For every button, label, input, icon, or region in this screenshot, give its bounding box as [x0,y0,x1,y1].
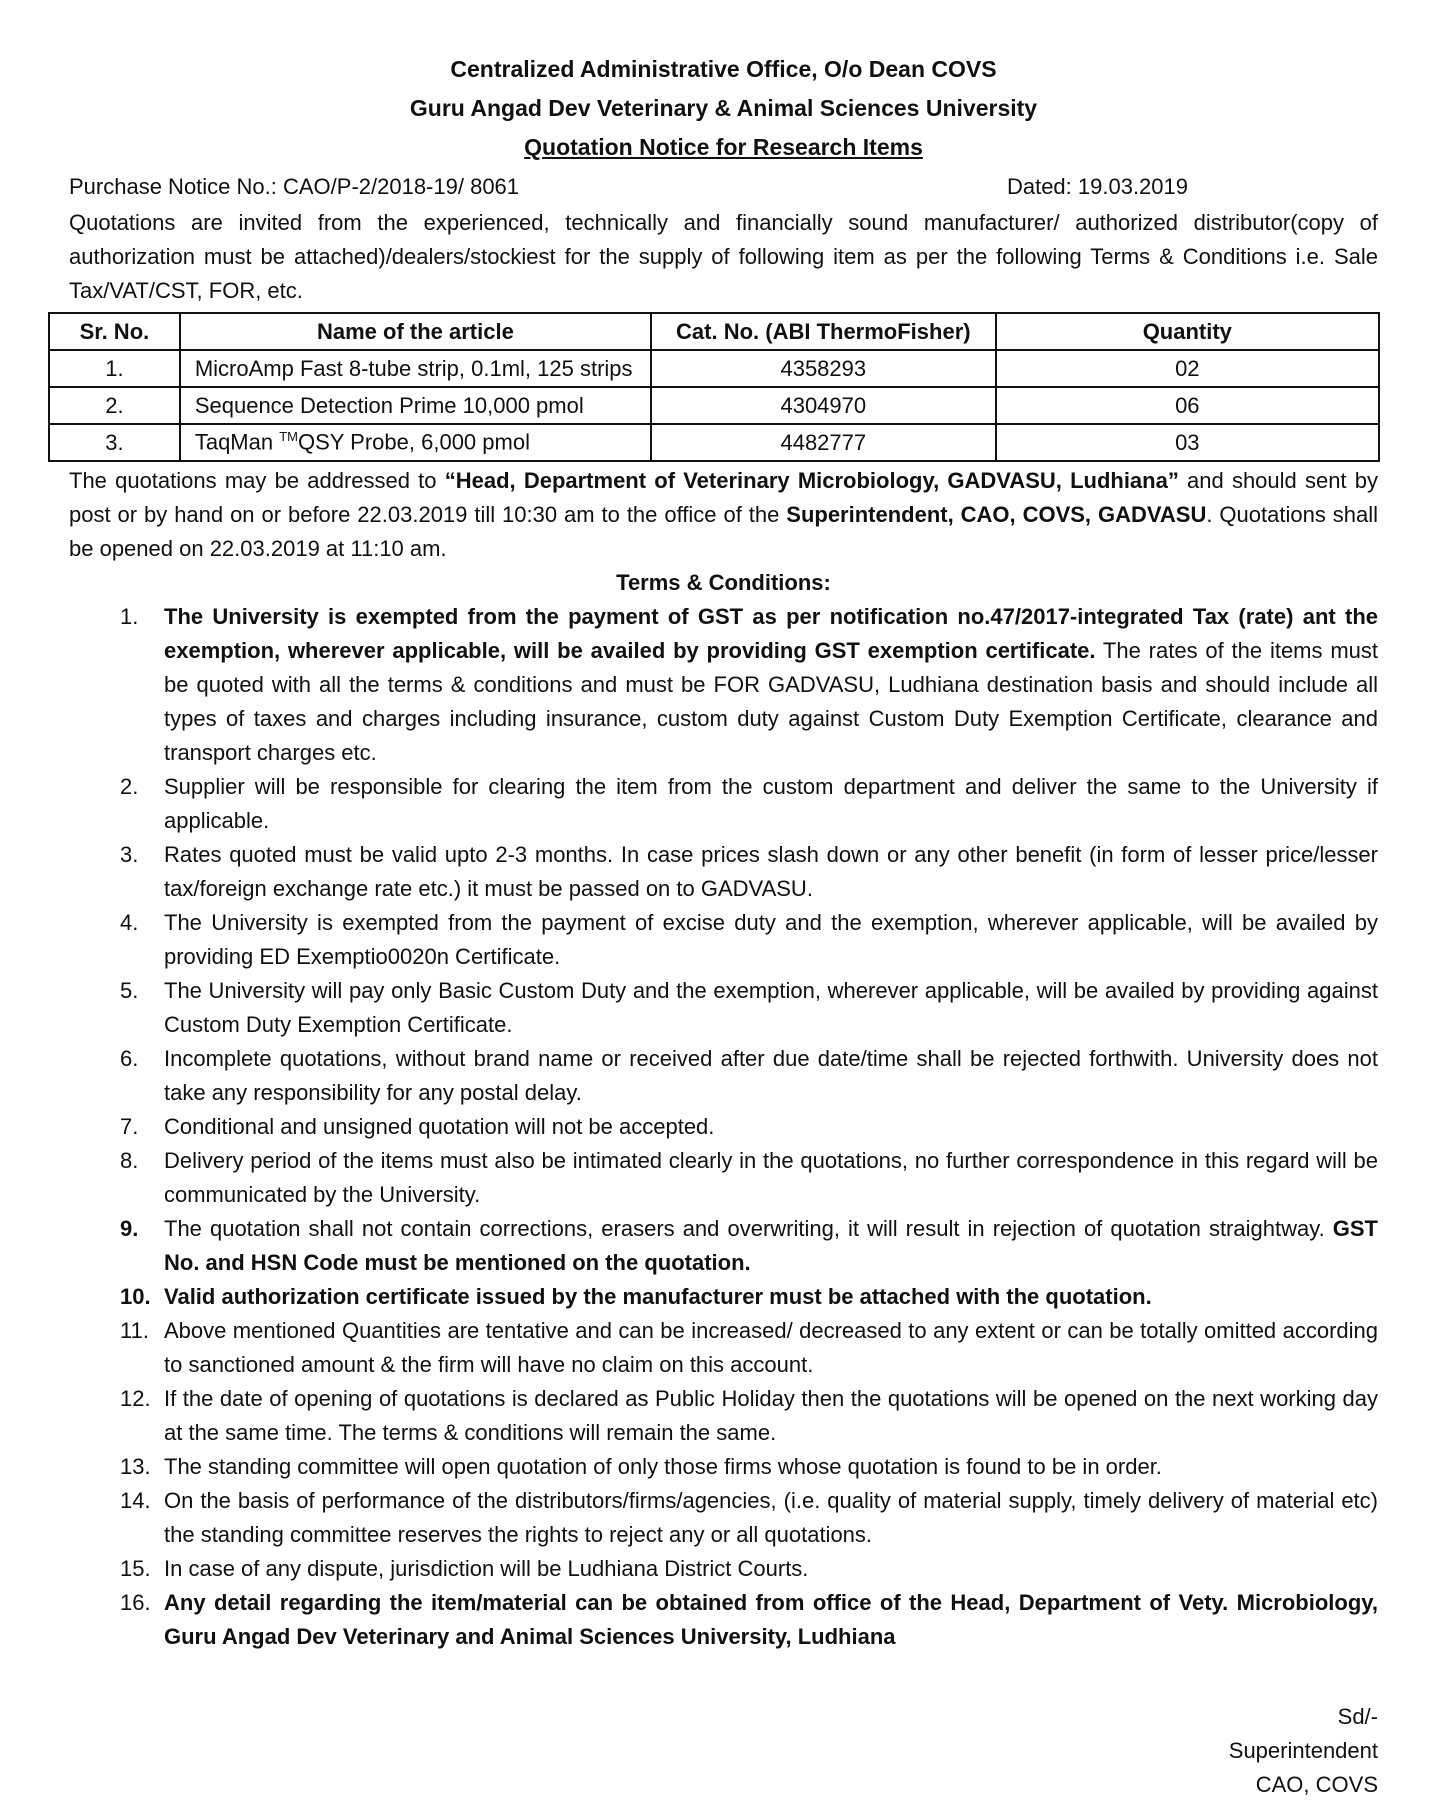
term-plain-text: If the date of opening of quotations is declared as Public Holiday then the quotations will be opened on the next working day at the same time. The terms & conditions will remain the same. [164,1386,1378,1445]
term-plain-text: Delivery period of the items must also be intimated clearly in the quotations, no further correspondence in this regard will be communicated by the University. [164,1148,1378,1207]
term-bold-text: GST No. and HSN Code must be mentioned on the quotation. [164,1216,1378,1275]
term-plain-text: Rates quoted must be valid upto 2-3 months. In case prices slash down or any other benefit (in form of lesser price/lesser tax/foreign exchange rate etc.) it must be passed on to GADVASU. [164,842,1378,901]
term-plain-text: The rates of the items must be quoted with all the terms & conditions and must be FOR GADVASU, Ludhiana destination basis and should include all types of taxes and charges including insurance, custom duty against Custom Duty Exemption Certificate, clearance and transport charges etc. [164,638,1378,765]
address-office: Superintendent, CAO, COVS, GADVASU [786,502,1207,527]
list-item [120,1110,1378,1144]
term-number: 10. [120,1284,151,1309]
list-item [120,1586,1378,1654]
term-number: 14. [120,1488,151,1513]
term-text [164,600,1378,770]
term-plain-text: Conditional and unsigned quotation will not be accepted. [164,1114,715,1139]
intro-paragraph: Quotations are invited from the experienced, technically and financially sound manufacturer/ authorized distributor(copy of authorization must be attached)/dealers/stockiest for the supply of following item as per the following Terms & Conditions i.e. Sale Tax/VAT/CST, FOR, etc. [69,210,1378,303]
list-item [120,1382,1378,1450]
cell-name [180,424,651,461]
table-header-row [49,313,1379,350]
term-text [164,838,1378,906]
term-number: 12. [120,1386,151,1411]
col-header-name: Name of the article [180,313,651,350]
term-number: 4. [120,910,139,935]
list-item [120,974,1378,1042]
term-text [164,1144,1378,1212]
term-plain-text: Incomplete quotations, without brand name or received after due date/time shall be rejected forthwith. University does not take any responsibility for any postal delay. [164,1046,1378,1105]
term-number: 1. [120,604,139,629]
term-number: 6. [120,1046,139,1071]
address-text: and should sent by post or by hand on or before 22.03.2019 till 10:30 am to the office of the [69,468,1378,527]
address-text: . Quotations shall be opened on 22.03.2019 at 11:10 am. [69,502,1379,561]
list-item [120,1144,1378,1212]
notice-title: Quotation Notice for Research Items [524,134,923,160]
signature-designation: Superintendent [1228,1738,1378,1763]
term-text [164,1382,1378,1450]
term-text [164,1484,1378,1552]
col-header-sr: Sr. No. [49,313,180,350]
terms-title: Terms & Conditions: [616,570,831,595]
term-bold-text: The University is exempted from the payment of GST as per notification no.47/2017-integrated Tax (rate) ant the exemption, wherever applicable, will be availed by providing GST exemption certificate. [164,604,1378,663]
term-text [164,1586,1378,1654]
term-number: 13. [120,1454,151,1479]
term-text [164,1110,1378,1144]
table-row [49,387,1379,424]
items-table [48,312,1380,462]
col-header-cat: Cat. No. (ABI ThermoFisher) [651,313,996,350]
name-part: QSY Probe, 6,000 pmol [298,429,530,455]
cell-cat: 4304970 [651,387,996,424]
term-bold-text: Any detail regarding the item/material can be obtained from office of the Head, Department of Vety. Microbiology, Guru Angad Dev Veterinary and Animal Sciences University, Ludhiana [164,1590,1378,1649]
cell-cat: 4358293 [651,350,996,387]
signature-office: CAO, COVS [1255,1772,1378,1797]
term-text [164,1314,1378,1382]
address-paragraph [69,464,1378,566]
term-bold-text: Valid authorization certificate issued by the manufacturer must be attached with the quotation. [164,1284,1152,1309]
term-text [164,1042,1378,1110]
term-number: 7. [120,1114,139,1139]
term-plain-text: On the basis of performance of the distributors/firms/agencies, (i.e. quality of material supply, timely delivery of material etc) the standing committee reserves the rights to reject any or all quotations. [164,1488,1378,1547]
signature-sd: Sd/- [1337,1704,1378,1729]
term-plain-text: The standing committee will open quotation of only those firms whose quotation is found to be in order. [164,1454,1162,1479]
cell-name: Sequence Detection Prime 10,000 pmol [180,387,651,424]
address-recipient: “Head, Department of Veterinary Microbiology, GADVASU, Ludhiana” [444,468,1179,493]
term-plain-text: In case of any dispute, jurisdiction will be Ludhiana District Courts. [164,1556,809,1581]
list-item [120,1212,1378,1280]
term-number: 11. [120,1318,149,1343]
purchase-notice-number: Purchase Notice No.: CAO/P-2/2018-19/ 8061 [69,174,520,199]
cell-name: MicroAmp Fast 8-tube strip, 0.1ml, 125 strips [180,350,651,387]
cell-qty: 03 [996,424,1379,461]
col-header-qty: Quantity [996,313,1379,350]
term-text [164,1450,1378,1484]
term-number: 2. [120,774,139,799]
list-item [120,1042,1378,1110]
notice-page [69,50,1378,1654]
term-plain-text: The University will pay only Basic Custom Duty and the exemption, wherever applicable, will be availed by providing against Custom Duty Exemption Certificate. [164,978,1378,1037]
term-plain-text: Above mentioned Quantities are tentative and can be increased/ decreased to any extent or can be totally omitted according to sanctioned amount & the firm will have no claim on this account. [164,1318,1378,1377]
cell-sr: 1. [49,350,180,387]
term-text [164,906,1378,974]
term-number: 15. [120,1556,151,1581]
university-title: Guru Angad Dev Veterinary & Animal Sciences University [409,95,1038,121]
list-item [120,600,1378,770]
list-item [120,1314,1378,1382]
term-number: 8. [120,1148,139,1173]
term-number: 3. [120,842,139,867]
list-item [120,1484,1378,1552]
notice-date: Dated: 19.03.2019 [1006,174,1188,199]
term-text [164,770,1378,838]
name-part: TaqMan [194,429,280,455]
cell-sr: 2. [49,387,180,424]
term-plain-text: The University is exempted from the payment of excise duty and the exemption, wherever applicable, will be availed by providing ED Exemptio0020n Certificate. [164,910,1378,969]
cell-cat: 4482777 [651,424,996,461]
cell-sr: 3. [49,424,180,461]
term-text [164,1552,1378,1586]
address-text: The quotations may be addressed to [69,468,445,493]
notice-meta [69,169,1378,204]
trademark-sup: TM [279,429,298,445]
term-text [164,1280,1378,1314]
list-item [120,1552,1378,1586]
term-plain-text: Supplier will be responsible for clearing the item from the custom department and deliver the same to the University if applicable. [164,774,1378,833]
terms-list [120,600,1378,1654]
cell-qty: 06 [996,387,1379,424]
list-item [120,838,1378,906]
table-row [49,350,1379,387]
term-plain-text: The quotation shall not contain corrections, erasers and overwriting, it will result in rejection of quotation straightway. [164,1216,1333,1241]
list-item [120,1280,1378,1314]
list-item [120,770,1378,838]
term-number: 5. [120,978,139,1003]
term-number: 9. [120,1216,139,1241]
term-number: 16. [120,1590,151,1615]
term-text [164,1212,1378,1280]
cell-qty: 02 [996,350,1379,387]
term-text [164,974,1378,1042]
table-row [49,424,1379,461]
list-item [120,1450,1378,1484]
signature-block [1229,1700,1378,1802]
office-title: Centralized Administrative Office, O/o Dean COVS [450,56,997,82]
list-item [120,906,1378,974]
